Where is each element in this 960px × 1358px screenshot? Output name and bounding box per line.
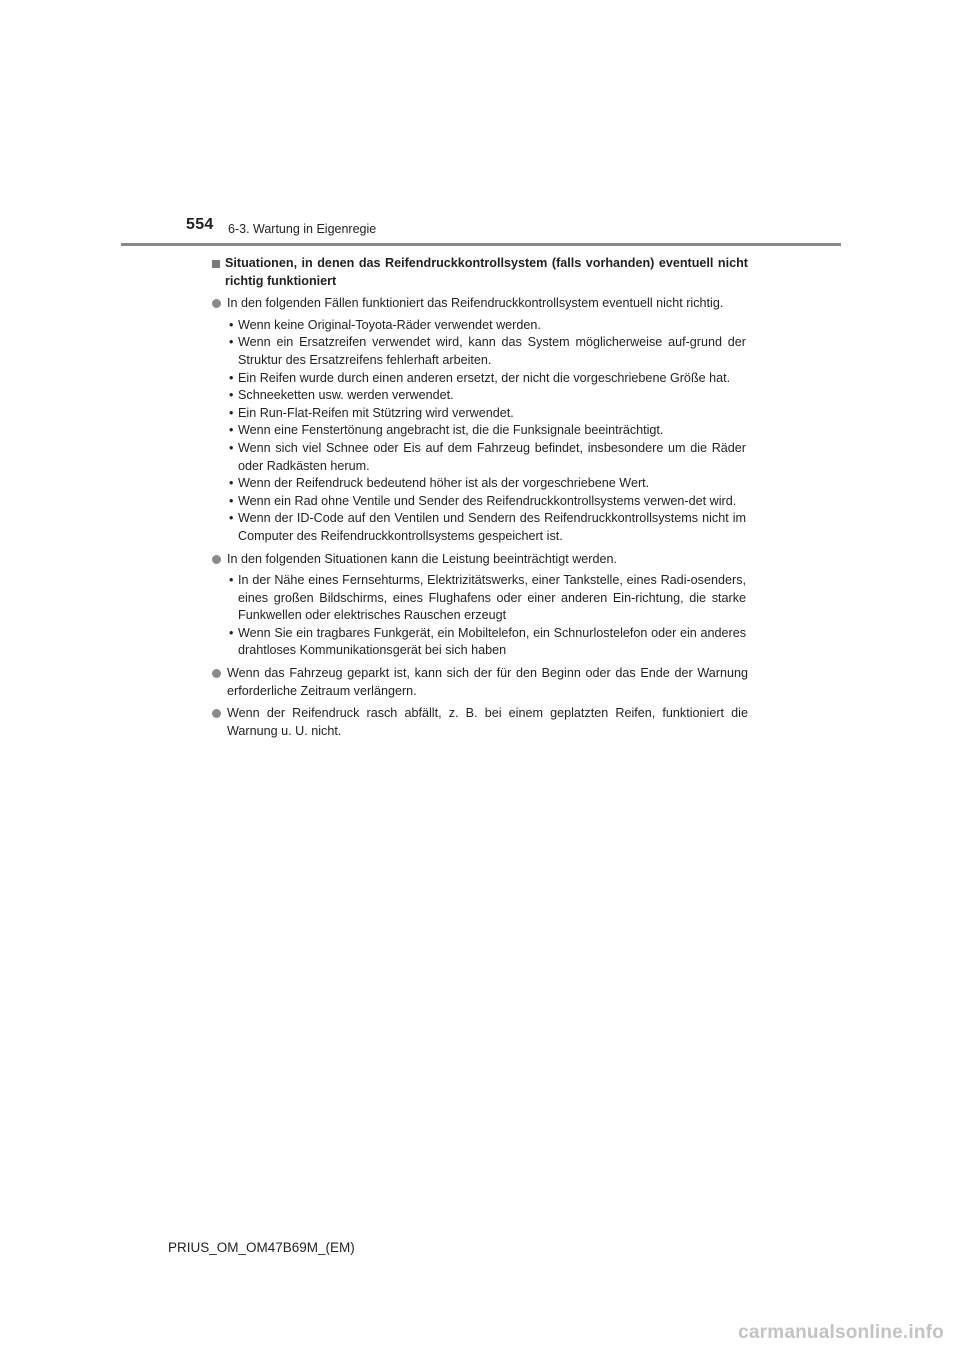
page-header [0,0,960,250]
list-item-body [227,295,748,545]
circle-bullet-icon [212,669,221,678]
sub-bullet-text: Wenn Sie ein tragbares Funkgerät, ein Mobiltelefon, ein Schnurlostelefon oder ein anderes drahtloses Kommunikationsgerät bei sich haben [238,625,746,658]
section-title: 6-3. Wartung in Eigenregie [228,222,377,236]
bullet-dot-icon: • [229,405,234,420]
list-item [212,665,748,700]
footer-doc-code: PRIUS_OM_OM47B69M_(EM) [168,1240,355,1255]
sub-bullet-text: Ein Reifen wurde durch einen anderen ersetzt, der nicht die vorgeschriebene Größe hat. [238,370,731,385]
section-heading [212,255,748,290]
list-item-text: Wenn das Fahrzeug geparkt ist, kann sich der für den Beginn oder das Ende der Warnung erforderliche Zeitraum verlängern. [227,666,748,698]
circle-bullet-icon [212,299,221,308]
sub-bullet-text: Wenn keine Original-Toyota-Räder verwendet werden. [238,317,541,332]
bullet-dot-icon: • [229,476,234,491]
sub-bullet-text: In der Nähe eines Fernsehturms, Elektrizitätswerks, einer Tankstelle, eines Radi-osenders, eines großen Bildschirms, eines Flughafens oder einer anderen Ein-richtung, die starke Funkwellen oder elektrisches Rauschen erzeugt [238,573,746,623]
sub-bullet-text: Schneeketten usw. werden verwendet. [238,388,454,403]
sub-bullet-text: Ein Run-Flat-Reifen mit Stützring wird verwendet. [238,405,514,420]
sub-bullet-list [227,572,748,660]
list-item [212,705,748,740]
page-number: 554 [186,216,214,233]
header-divider [121,243,841,246]
sub-bullet-text: Wenn sich viel Schnee oder Eis auf dem Fahrzeug befindet, insbesondere um die Räder oder Radkästen herum. [238,440,746,473]
list-item-text: Wenn der Reifendruck rasch abfällt, z. B. bei einem geplatzten Reifen, funktioniert die Warnung u. U. nicht. [227,706,748,738]
sub-bullet-item [227,493,748,511]
section-heading-text: Situationen, in denen das Reifendruckkontrollsystem (falls vorhanden) eventuell nicht richtig funktioniert [225,256,748,288]
bullet-dot-icon: • [229,370,234,385]
sub-bullet-text: Wenn der Reifendruck bedeutend höher ist als der vorgeschriebene Wert. [238,476,650,491]
list-item-text: In den folgenden Fällen funktioniert das Reifendruckkontrollsystem eventuell nicht richtig. [227,296,724,311]
list-item [212,295,748,545]
bullet-dot-icon: • [229,493,234,508]
sub-bullet-item [227,475,748,493]
list-item-body [227,551,748,661]
bullet-dot-icon: • [229,511,234,526]
sub-bullet-item [227,625,748,660]
sub-bullet-item [227,370,748,388]
sub-bullet-item [227,387,748,405]
sub-bullet-item [227,440,748,475]
sub-bullet-item [227,317,748,335]
circle-bullet-icon [212,709,221,718]
square-bullet-icon [212,260,220,268]
list-item-body [227,665,748,700]
list-item-text: In den folgenden Situationen kann die Leistung beeinträchtigt werden. [227,551,617,566]
sub-bullet-item [227,510,748,545]
bullet-dot-icon: • [229,440,234,455]
sub-bullet-item [227,572,748,625]
sub-bullet-text: Wenn ein Ersatzreifen verwendet wird, kann das System möglicherweise auf-grund der Struktur des Ersatzreifens fehlerhaft arbeiten. [238,335,746,367]
sub-bullet-item [227,405,748,423]
bullet-dot-icon: • [229,423,234,438]
sub-bullet-text: Wenn der ID-Code auf den Ventilen und Sendern des Reifendruckkontrollsystems nicht im Computer des Reifendruckkontrollsystems gespeichert ist. [238,511,746,543]
list-item [212,551,748,661]
circle-bullet-icon [212,555,221,564]
item-list [212,295,748,740]
bullet-dot-icon: • [229,335,234,350]
list-item-body [227,705,748,740]
bullet-dot-icon: • [229,573,234,588]
bullet-dot-icon: • [229,388,234,403]
page-content [212,255,748,740]
bullet-dot-icon: • [229,317,234,332]
watermark-logo: carmanualsonline.info [738,1322,944,1343]
sub-bullet-item [227,334,748,369]
sub-bullet-text: Wenn ein Rad ohne Ventile und Sender des Reifendruckkontrollsystems verwen-det wird. [238,493,737,508]
sub-bullet-item [227,422,748,440]
sub-bullet-list [227,317,748,546]
bullet-dot-icon: • [229,625,234,640]
sub-bullet-text: Wenn eine Fenstertönung angebracht ist, die die Funksignale beeinträchtigt. [238,423,664,438]
